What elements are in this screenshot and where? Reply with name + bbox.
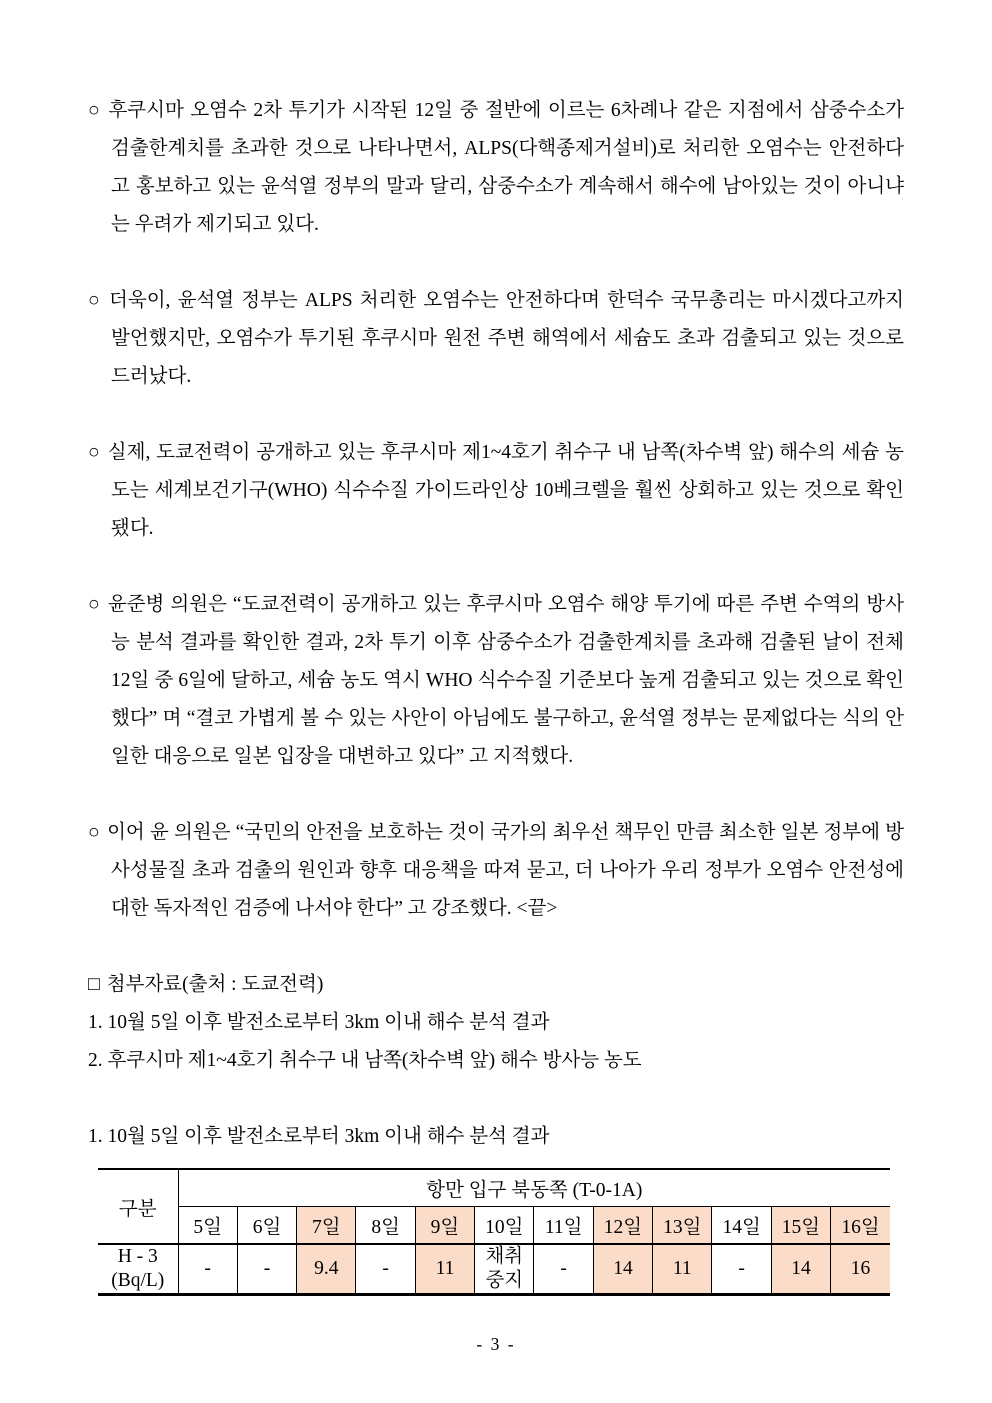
table-header-row-2 <box>98 1206 890 1244</box>
attachment-item-1: 1. 10월 5일 이후 발전소로부터 3km 이내 해수 분석 결과 <box>88 1012 550 1033</box>
row-label-cell <box>98 1244 178 1295</box>
circle-bullet-marker: ○ <box>88 442 101 463</box>
day-header-cell: 16일 <box>831 1206 890 1244</box>
document-content <box>88 92 904 1296</box>
row-label-line1: H - 3 <box>117 1246 158 1267</box>
value-cell: 11 <box>415 1244 474 1295</box>
paragraph-2 <box>88 282 904 396</box>
value-cell: 16 <box>831 1244 890 1295</box>
circle-bullet-marker: ○ <box>88 822 101 843</box>
square-bullet-marker: □ <box>88 974 100 995</box>
value-cell: - <box>237 1244 296 1295</box>
paragraph-1 <box>88 92 904 244</box>
row-label-line2: (Bq/L) <box>111 1270 165 1291</box>
circle-bullet-marker: ○ <box>88 290 103 311</box>
paragraph-5 <box>88 814 904 928</box>
day-header-cell: 14일 <box>712 1206 771 1244</box>
value-cell: - <box>356 1244 415 1295</box>
attachments-heading-text: 첨부자료(출처 : 도쿄전력) <box>106 974 324 995</box>
section-title: 1. 10월 5일 이후 발전소로부터 3km 이내 해수 분석 결과 <box>88 1126 550 1147</box>
circle-bullet-marker: ○ <box>88 100 102 121</box>
value-cell: 11 <box>653 1244 712 1295</box>
day-header-cell: 7일 <box>297 1206 356 1244</box>
table-header-row-1 <box>98 1169 890 1206</box>
paragraph-5-text: 이어 윤 의원은 “국민의 안전을 보호하는 것이 국가의 최우선 책무인 만큼 최소한 일본 정부에 방사성물질 초과 검출의 원인과 향후 대응책을 따져 묻고, 더 나아가 우리 정부가 오염수 안전성에 대한 독자적인 검증에 나서야 한다” 고 강조했다. <끝> <box>107 822 904 919</box>
value-cell: - <box>534 1244 593 1295</box>
paragraph-3 <box>88 434 904 548</box>
table-data-row <box>98 1244 890 1295</box>
day-header-cell: 10일 <box>475 1206 534 1244</box>
day-header-cell: 12일 <box>593 1206 652 1244</box>
day-header-cell: 6일 <box>237 1206 296 1244</box>
value-cell: 14 <box>771 1244 830 1295</box>
page-number: - 3 - <box>476 1334 516 1354</box>
day-header-cell: 11일 <box>534 1206 593 1244</box>
paragraph-4-text: 윤준병 의원은 “도쿄전력이 공개하고 있는 후쿠시마 오염수 해양 투기에 따른 주변 수역의 방사능 분석 결과를 확인한 결과, 2차 투기 이후 삼중수소가 검출한계치를 초과해 검출된 날이 전체 12일 중 6일에 달하고, 세슘 농도 역시 WHO 식수수질 기준보다 높게 검출되고 있는 것으로 확인했다” 며 “결코 가볍게 볼 수 있는 사안이 아님에도 불구하고, 윤석열 정부는 문제없다는 식의 안일한 대응으로 일본 입장을 대변하고 있다” 고 지적했다. <box>107 594 904 767</box>
attachment-item-2: 2. 후쿠시마 제1~4호기 취수구 내 남쪽(차수벽 앞) 해수 방사능 농도 <box>88 1050 642 1071</box>
day-header-cell: 9일 <box>415 1206 474 1244</box>
day-header-cell: 13일 <box>653 1206 712 1244</box>
value-cell: 9.4 <box>297 1244 356 1295</box>
attachments-heading <box>88 966 904 1004</box>
value-cell: 14 <box>593 1244 652 1295</box>
paragraph-1-text: 후쿠시마 오염수 2차 투기가 시작된 12일 중 절반에 이르는 6차례나 같은 지점에서 삼중수소가 검출한계치를 초과한 것으로 나타나면서, ALPS(다핵종제거설비)로 처리한 오염수는 안전하다고 홍보하고 있는 윤석열 정부의 말과 달리, 삼중수소가 계속해서 해수에 남아있는 것이 아니냐는 우려가 제기되고 있다. <box>108 100 905 235</box>
day-header-cell: 5일 <box>178 1206 237 1244</box>
paragraph-4 <box>88 586 904 776</box>
day-header-cell: 8일 <box>356 1206 415 1244</box>
table-corner-cell: 구분 <box>98 1169 178 1244</box>
paragraph-2-text: 더욱이, 윤석열 정부는 ALPS 처리한 오염수는 안전하다며 한덕수 국무총리는 마시겠다고까지 발언했지만, 오염수가 투기된 후쿠시마 원전 주변 해역에서 세슘도 초과 검출되고 있는 것으로 드러났다. <box>109 290 904 387</box>
table-group-header-cell: 항만 입구 북동쪽 (T-0-1A) <box>178 1169 890 1206</box>
seawater-analysis-table <box>98 1168 890 1296</box>
paragraph-3-text: 실제, 도쿄전력이 공개하고 있는 후쿠시마 제1~4호기 취수구 내 남쪽(차수벽 앞) 해수의 세슘 농도는 세계보건기구(WHO) 식수수질 가이드라인상 10베크렐을 훨씬 상회하고 있는 것으로 확인됐다. <box>107 442 905 539</box>
day-header-cell: 15일 <box>771 1206 830 1244</box>
value-cell: 채취 중지 <box>475 1244 534 1295</box>
value-cell: - <box>712 1244 771 1295</box>
value-cell: - <box>178 1244 237 1295</box>
circle-bullet-marker: ○ <box>88 594 101 615</box>
